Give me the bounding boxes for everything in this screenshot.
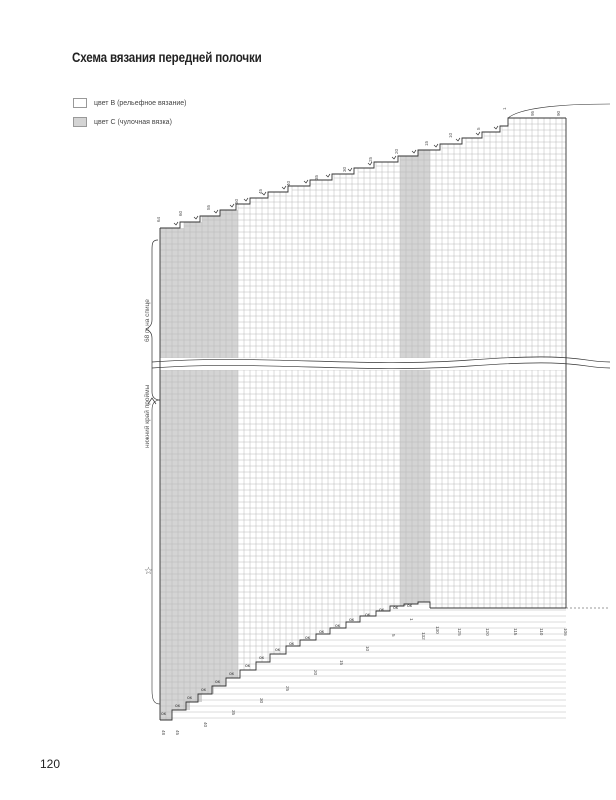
decrease-mark [304,180,308,183]
stitch-symbol: ОК [245,664,250,668]
shaded-column [202,216,208,694]
bottom-count-label: 110 [539,628,544,636]
stitches-on-needle-label: 68 п. на спице [144,299,151,342]
top-count-label: 50 [234,198,239,204]
bottom-count-label: 10 [365,646,370,652]
armhole-brace [152,400,160,704]
decrease-mark [456,138,460,141]
shaded-column [208,216,214,694]
stitch-symbol: ОК [187,696,192,700]
stitch-symbol: ОК [407,604,412,608]
shaded-column [412,156,418,604]
bottom-count-label: 40 [203,722,208,728]
stitch-symbol: ОК [319,630,324,634]
stitch-symbol: ОК [259,656,264,660]
top-count-label: 10 [448,132,453,138]
bottom-count-label: 20 [313,670,318,676]
decrease-mark [434,144,438,147]
bottom-count-label: 132 [421,632,426,640]
bottom-count-label: 25 [285,686,290,692]
bottom-count-label: 48 [161,730,166,736]
decrease-mark [412,150,416,153]
armhole-edge-label: нижний край проймы [144,384,151,448]
shaded-column [406,156,412,604]
star-marker-icon: ☆ [144,566,153,577]
shaded-column [400,156,406,606]
stitch-symbol: ОК [349,618,354,622]
bottom-count-label: 30 [259,698,264,704]
stitch-symbol: ОК [161,712,166,716]
stitch-symbol: ОК [275,648,280,652]
bottom-count-label: 125 [457,628,462,636]
stitch-symbol: ОК [393,606,398,610]
top-count-label: 55 [206,204,211,210]
page-title: Схема вязания передней полочки [72,50,262,65]
stitch-symbol: ОК [335,624,340,628]
top-count-label: 40 [286,180,291,186]
top-count-label: 90 [556,110,561,116]
bottom-count-label: 35 [231,710,236,716]
decrease-mark [214,210,218,213]
chart-break-band [159,358,615,370]
bottom-count-label: 106 [563,628,568,636]
top-count-label: 45 [258,188,263,194]
stitch-symbol: ОК [229,672,234,676]
top-count-label: 95 [530,110,535,116]
decrease-mark [494,126,498,129]
top-count-label: 25 [368,156,373,162]
shaded-column [196,222,202,702]
stitch-symbol: ОК [289,642,294,646]
bottom-count-label: 130 [435,626,440,634]
stitch-symbol: ОК [365,613,370,617]
bottom-count-label: 120 [485,628,490,636]
page-number: 120 [40,757,61,771]
decrease-mark [194,216,198,219]
decrease-mark [392,156,396,159]
stitch-symbol: ОК [215,680,220,684]
top-count-label: 60 [178,210,183,216]
top-count-label: 30 [342,166,347,172]
shaded-column [190,222,196,702]
decrease-mark [348,168,352,171]
decrease-mark [326,174,330,177]
shaded-column [214,216,220,686]
top-count-label: 35 [314,174,319,180]
bottom-count-label: 1 [409,618,414,621]
top-count-label: 15 [424,140,429,146]
stitch-symbol: ОК [305,636,310,640]
stitch-symbol: ОК [201,688,206,692]
top-count-label: 5 [476,127,481,130]
decrease-mark [244,198,248,201]
bottom-count-label: 45 [175,730,180,736]
legend-label-color-c: цвет C (чулочная вязка) [94,118,172,126]
top-count-label: 1 [502,107,507,110]
bottom-count-label: 15 [339,660,344,666]
shaded-column [172,228,178,710]
decrease-mark [174,222,178,225]
top-count-label: 20 [394,148,399,154]
bottom-count-label: 115 [513,628,518,636]
shaded-column [178,228,184,710]
decrease-mark [476,132,480,135]
stitch-symbol: ОК [379,608,384,612]
top-count-label: 64 [156,216,161,222]
stitch-symbol: ОК [175,704,180,708]
legend-label-color-b: цвет B (рельефное вязание) [94,99,187,107]
bottom-count-label: 5 [391,634,396,637]
